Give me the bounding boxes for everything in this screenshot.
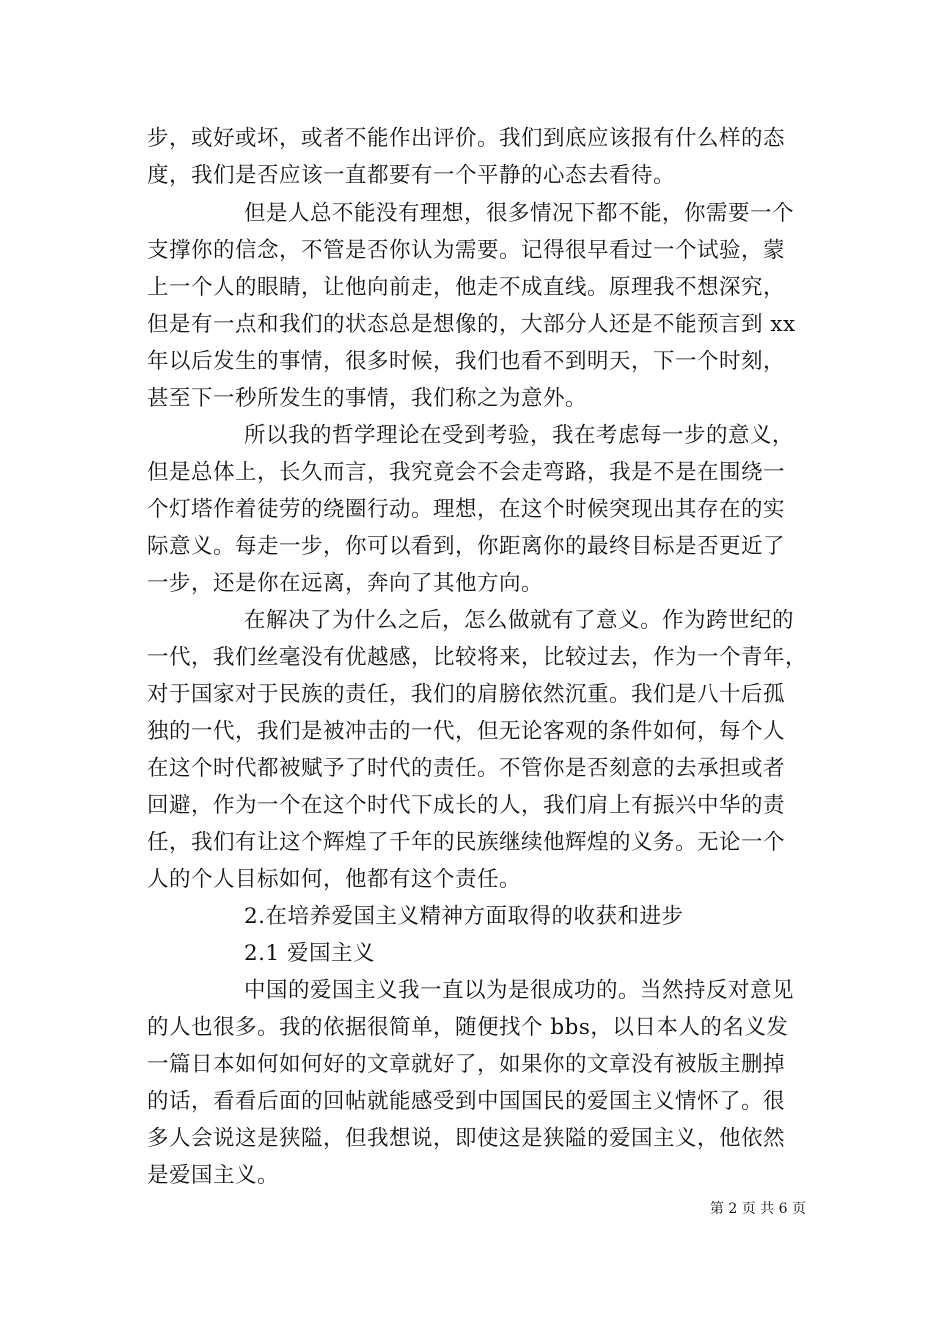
text-line: 度，我们是否应该一直都要有一个平静的心态去看待。 xyxy=(147,163,676,188)
text-line: 的话，看看后面的回帖就能感受到中国国民的爱国主义情怀了。很 xyxy=(147,1089,786,1114)
section-heading: 2.在培养爱国主义精神方面取得的收获和进步 xyxy=(244,904,684,929)
text-line: 是爱国主义。 xyxy=(147,1163,280,1188)
text-line: 任，我们有让这个辉煌了千年的民族继续他辉煌的义务。无论一个 xyxy=(147,830,786,855)
text-line: 甚至下一秒所发生的事情，我们称之为意外。 xyxy=(147,386,588,411)
text-line: 一步，还是你在远离，奔向了其他方向。 xyxy=(147,571,544,596)
text-line: 个灯塔作着徒劳的绕圈行动。理想，在这个时候突现出其存在的实 xyxy=(147,497,786,522)
text-line: 际意义。每走一步，你可以看到，你距离你的最终目标是否更近了 xyxy=(147,534,786,559)
text-line: 步，或好或坏，或者不能作出评价。我们到底应该报有什么样的态 xyxy=(147,126,786,151)
text-line: 多人会说这是狭隘，但我想说，即使这是狭隘的爱国主义，他依然 xyxy=(147,1126,786,1151)
text-line: 上一个人的眼睛，让他向前走，他走不成直线。原理我不想深究， xyxy=(147,275,786,300)
text-line: 的人也很多。我的依据很简单，随便找个 bbs，以日本人的名义发 xyxy=(147,1015,789,1040)
text-line: 但是总体上，长久而言，我究竟会不会走弯路，我是不是在围绕一 xyxy=(147,460,786,485)
text-line: 支撑你的信念，不管是否你认为需要。记得很早看过一个试验，蒙 xyxy=(147,238,786,263)
subsection-heading: 2.1 爱国主义 xyxy=(244,941,376,966)
text-line: 对于国家对于民族的责任，我们的肩膀依然沉重。我们是八十后孤 xyxy=(147,682,786,707)
text-line: 中国的爱国主义我一直以为是很成功的。当然持反对意见 xyxy=(244,978,795,1003)
text-line: 年以后发生的事情，很多时候，我们也看不到明天，下一个时刻， xyxy=(147,349,786,374)
text-line: 在这个时代都被赋予了时代的责任。不管你是否刻意的去承担或者 xyxy=(147,756,786,781)
text-line: 但是人总不能没有理想，很多情况下都不能，你需要一个 xyxy=(244,201,795,226)
text-line: 一代，我们丝毫没有优越感，比较将来，比较过去，作为一个青年， xyxy=(147,645,808,670)
text-line: 独的一代，我们是被冲击的一代，但无论客观的条件如何，每个人 xyxy=(147,719,786,744)
text-line: 所以我的哲学理论在受到考验，我在考虑每一步的意义， xyxy=(244,423,795,448)
text-line: 人的个人目标如何，他都有这个责任。 xyxy=(147,867,522,892)
text-line: 回避，作为一个在这个时代下成长的人，我们肩上有振兴中华的责 xyxy=(147,793,786,818)
page-number: 第 2 页 共 6 页 xyxy=(709,1201,806,1217)
text-line: 但是有一点和我们的状态总是想像的，大部分人还是不能预言到 xx xyxy=(147,312,796,337)
text-line: 一篇日本如何如何好的文章就好了，如果你的文章没有被版主删掉 xyxy=(147,1052,786,1077)
text-line: 在解决了为什么之后，怎么做就有了意义。作为跨世纪的 xyxy=(244,608,795,633)
